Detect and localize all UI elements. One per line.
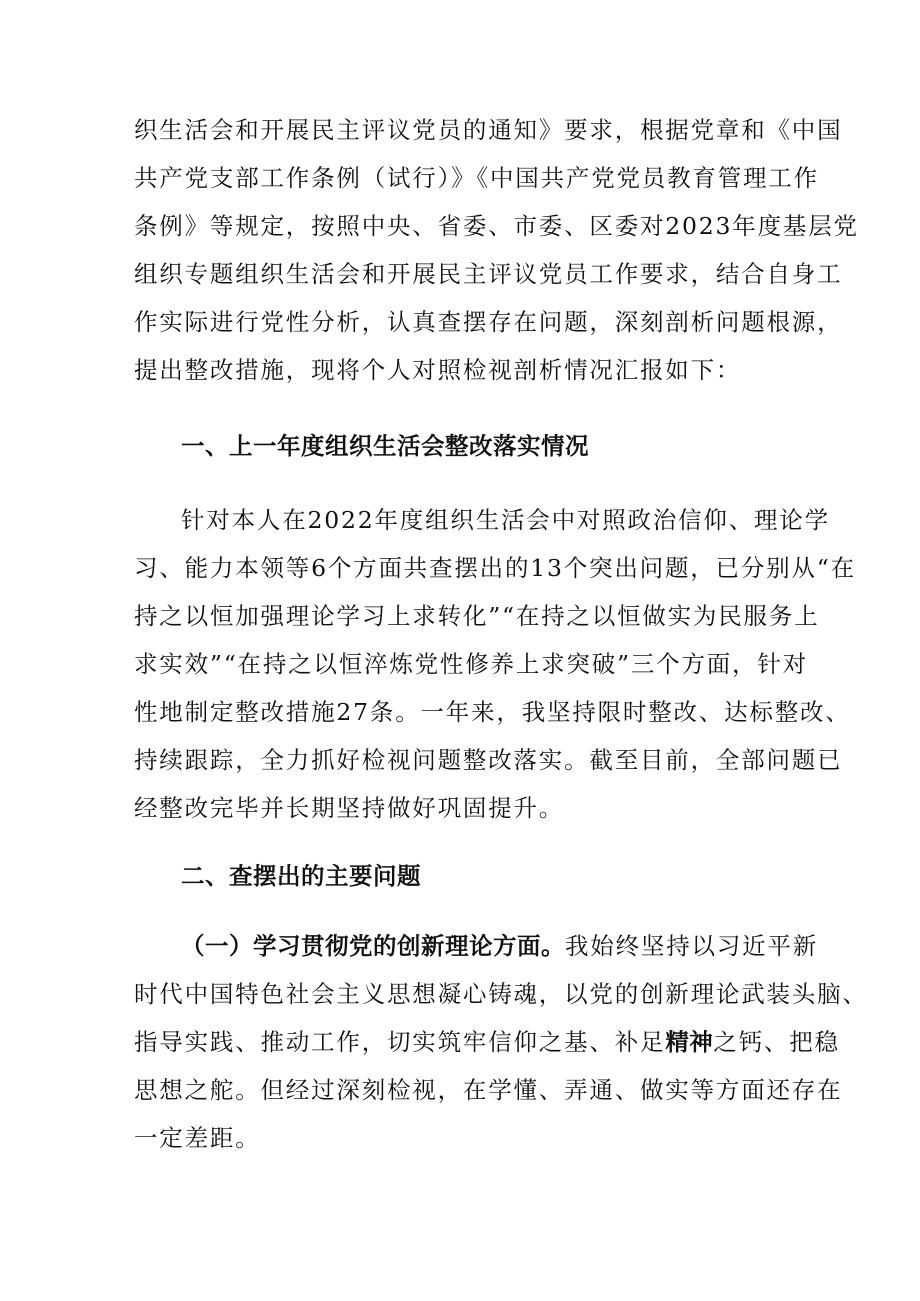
intro-line-5: 作实际进行党性分析，认真查摆存在问题，深刻剖析问题根源，	[134, 308, 843, 336]
sub-1-line-2: 时代中国特色社会主义思想凝心铸魂，以党的创新理论武装头脑、	[134, 980, 868, 1008]
section-1-line-6: 持续跟踪，全力抓好检视问题整改落实。截至目前，全部问题已	[134, 746, 843, 774]
sub-1-line-5: 一定差距。	[134, 1124, 261, 1152]
section-1-line-7: 经整改完毕并长期坚持做好巩固提升。	[134, 794, 565, 822]
sub-1-line-3	[134, 1027, 840, 1057]
section-2-heading: 二、查摆出的主要问题	[181, 862, 421, 890]
sub-1-line-1-rest: 我始终坚持以习近平新	[565, 932, 818, 960]
intro-line-4: 组织专题组织生活会和开展民主评议党员工作要求，结合自身工	[134, 260, 843, 288]
sub-1-title: （一）学习贯彻党的创新理论方面。	[181, 932, 565, 960]
section-1-line-3: 持之以恒加强理论学习上求转化”“在持之以恒做实为民服务上	[134, 602, 820, 630]
sub-1-line-4: 思想之舵。但经过深刻检视，在学懂、弄通、做实等方面还存在	[134, 1076, 843, 1104]
section-1-line-2: 习、能力本领等6个方面共查摆出的13个突出问题，已分别从“在	[134, 554, 856, 582]
section-1-line-4: 求实效”“在持之以恒淬炼党性修养上求突破”三个方面，针对	[134, 650, 808, 678]
intro-line-3: 条例》等规定，按照中央、省委、市委、区委对2023年度基层党	[134, 212, 859, 240]
sub-1-line-1	[181, 931, 818, 961]
sub-1-line-3-b: 之钙、把稳	[713, 1028, 840, 1056]
section-1-heading: 一、上一年度组织生活会整改落实情况	[181, 432, 589, 460]
intro-line-2: 共产党支部工作条例（试行）》《中国共产党党员教育管理工作	[134, 164, 819, 192]
sub-1-line-3-bold: 精神	[665, 1028, 714, 1056]
sub-1-line-3-a: 指导实践、推动工作，切实筑牢信仰之基、补足	[134, 1028, 666, 1056]
intro-line-1: 织生活会和开展民主评议党员的通知》要求，根据党章和《中国	[134, 116, 843, 144]
section-1-line-1: 针对本人在2022年度组织生活会中对照政治信仰、理论学	[181, 506, 830, 534]
intro-line-6: 提出整改措施，现将个人对照检视剖析情况汇报如下：	[134, 356, 742, 384]
section-1-line-5: 性地制定整改措施27条。一年来，我坚持限时整改、达标整改、	[134, 698, 851, 726]
